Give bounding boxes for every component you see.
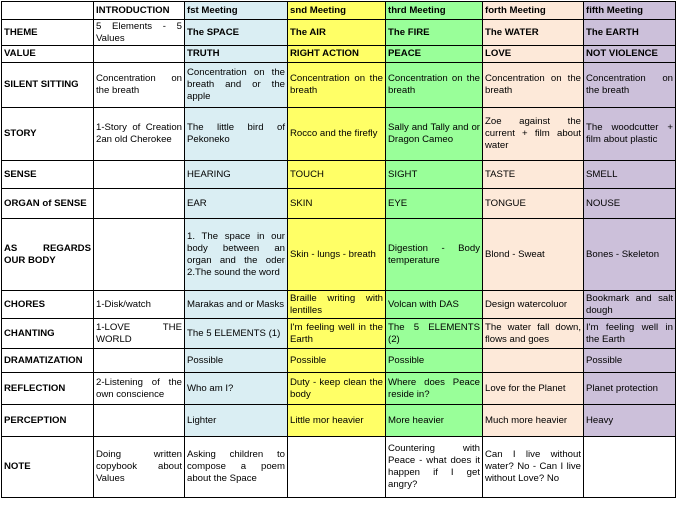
story-intro-cell[interactable]: 1-Story of Creation 2an old Cherokee bbox=[94, 108, 185, 161]
organ-intro-cell[interactable] bbox=[94, 189, 185, 219]
row-organ-of-sense bbox=[2, 189, 676, 219]
row-perception bbox=[2, 405, 676, 437]
header-meeting-1[interactable]: fst Meeting bbox=[185, 2, 288, 20]
perception-intro-cell[interactable] bbox=[94, 405, 185, 437]
value-meeting-1-cell[interactable]: TRUTH bbox=[185, 46, 288, 63]
sense-intro-cell[interactable] bbox=[94, 161, 185, 189]
drama-meeting-4-cell[interactable] bbox=[483, 349, 584, 373]
story-meeting-5-cell[interactable]: The woodcutter + film about plastic bbox=[584, 108, 676, 161]
row-silent-sitting bbox=[2, 63, 676, 108]
value-intro-cell[interactable] bbox=[94, 46, 185, 63]
row-story bbox=[2, 108, 676, 161]
row-theme bbox=[2, 20, 676, 46]
organ-meeting-5-cell[interactable]: NOUSE bbox=[584, 189, 676, 219]
row-as-regards-our-body bbox=[2, 219, 676, 291]
chores-meeting-4-cell[interactable]: Design watercoluor bbox=[483, 291, 584, 319]
lesson-plan-table bbox=[1, 1, 676, 498]
header-meeting-2[interactable]: snd Meeting bbox=[288, 2, 386, 20]
reflection-meeting-3-cell[interactable]: Where does Peace reside in? bbox=[386, 373, 483, 405]
value-meeting-2-cell[interactable]: RIGHT ACTION bbox=[288, 46, 386, 63]
reflection-meeting-2-cell[interactable]: Duty - keep clean the body bbox=[288, 373, 386, 405]
drama-meeting-3-cell[interactable]: Possible bbox=[386, 349, 483, 373]
silent-meeting-1-cell[interactable]: Concentration on the breath and or the apple bbox=[185, 63, 288, 108]
chanting-meeting-5-cell[interactable]: I'm feeling well in the Earth bbox=[584, 319, 676, 349]
theme-meeting-3-cell[interactable]: The FIRE bbox=[386, 20, 483, 46]
header-meeting-3[interactable]: thrd Meeting bbox=[386, 2, 483, 20]
note-meeting-5-cell[interactable] bbox=[584, 437, 676, 498]
value-meeting-5-cell[interactable]: NOT VIOLENCE bbox=[584, 46, 676, 63]
row-value bbox=[2, 46, 676, 63]
organ-meeting-1-cell[interactable]: EAR bbox=[185, 189, 288, 219]
sense-meeting-4-cell[interactable]: TASTE bbox=[483, 161, 584, 189]
chores-intro-cell[interactable]: 1-Disk/watch bbox=[94, 291, 185, 319]
theme-meeting-4-cell[interactable]: The WATER bbox=[483, 20, 584, 46]
story-meeting-3-cell[interactable]: Sally and Tally and or Dragon Cameo bbox=[386, 108, 483, 161]
reflection-meeting-1-cell[interactable]: Who am I? bbox=[185, 373, 288, 405]
theme-intro-cell[interactable]: 5 Elements - 5 Values bbox=[94, 20, 185, 46]
row-sense bbox=[2, 161, 676, 189]
body-meeting-1-cell[interactable]: 1. The space in our body between an organ and the oder 2.The sound the word bbox=[185, 219, 288, 291]
row-chores bbox=[2, 291, 676, 319]
perception-meeting-5-cell[interactable]: Heavy bbox=[584, 405, 676, 437]
perception-meeting-1-cell[interactable]: Lighter bbox=[185, 405, 288, 437]
row-label-dramatization[interactable]: DRAMATIZATION bbox=[2, 349, 94, 373]
row-label-chores[interactable]: CHORES bbox=[2, 291, 94, 319]
drama-meeting-2-cell[interactable]: Possible bbox=[288, 349, 386, 373]
row-label-note[interactable]: NOTE bbox=[2, 437, 94, 498]
body-meeting-4-cell[interactable]: Blond - Sweat bbox=[483, 219, 584, 291]
value-meeting-4-cell[interactable]: LOVE bbox=[483, 46, 584, 63]
silent-meeting-4-cell[interactable]: Concentration on the breath bbox=[483, 63, 584, 108]
row-label-chanting[interactable]: CHANTING bbox=[2, 319, 94, 349]
sense-meeting-5-cell[interactable]: SMELL bbox=[584, 161, 676, 189]
row-label-perception[interactable]: PERCEPTION bbox=[2, 405, 94, 437]
theme-meeting-2-cell[interactable]: The AIR bbox=[288, 20, 386, 46]
chanting-meeting-1-cell[interactable]: The 5 ELEMENTS (1) bbox=[185, 319, 288, 349]
sense-meeting-1-cell[interactable]: HEARING bbox=[185, 161, 288, 189]
chores-meeting-2-cell[interactable]: Braille writing with lentilles bbox=[288, 291, 386, 319]
row-label-sense[interactable]: SENSE bbox=[2, 161, 94, 189]
chores-meeting-5-cell[interactable]: Bookmark and salt dough bbox=[584, 291, 676, 319]
drama-intro-cell[interactable] bbox=[94, 349, 185, 373]
row-label-story[interactable]: STORY bbox=[2, 108, 94, 161]
row-label-theme[interactable]: THEME bbox=[2, 20, 94, 46]
sense-meeting-3-cell[interactable]: SIGHT bbox=[386, 161, 483, 189]
body-intro-cell[interactable] bbox=[94, 219, 185, 291]
row-label-value[interactable]: VALUE bbox=[2, 46, 94, 63]
chanting-intro-cell[interactable]: 1-LOVE THE WORLD bbox=[94, 319, 185, 349]
header-row bbox=[2, 2, 676, 20]
reflection-meeting-5-cell[interactable]: Planet protection bbox=[584, 373, 676, 405]
silent-meeting-5-cell[interactable]: Concentration on the breath bbox=[584, 63, 676, 108]
organ-meeting-2-cell[interactable]: SKIN bbox=[288, 189, 386, 219]
reflection-meeting-4-cell[interactable]: Love for the Planet bbox=[483, 373, 584, 405]
chanting-meeting-3-cell[interactable]: The 5 ELEMENTS (2) bbox=[386, 319, 483, 349]
body-meeting-3-cell[interactable]: Digestion - Body temperature bbox=[386, 219, 483, 291]
note-meeting-1-cell[interactable]: Asking children to compose a poem about the Space bbox=[185, 437, 288, 498]
row-label-organ-of-sense[interactable]: ORGAN of SENSE bbox=[2, 189, 94, 219]
header-introduction[interactable]: INTRODUCTION bbox=[94, 2, 185, 20]
organ-meeting-4-cell[interactable]: TONGUE bbox=[483, 189, 584, 219]
theme-meeting-1-cell[interactable]: The SPACE bbox=[185, 20, 288, 46]
reflection-intro-cell[interactable]: 2-Listening of the own conscience bbox=[94, 373, 185, 405]
row-chanting bbox=[2, 319, 676, 349]
row-label-reflection[interactable]: REFLECTION bbox=[2, 373, 94, 405]
silent-meeting-3-cell[interactable]: Concentration on the breath bbox=[386, 63, 483, 108]
note-meeting-2-cell[interactable] bbox=[288, 437, 386, 498]
note-intro-cell[interactable]: Doing written copybook about Values bbox=[94, 437, 185, 498]
note-meeting-3-cell[interactable]: Countering with Peace - what does it happen if I get angry? bbox=[386, 437, 483, 498]
theme-meeting-5-cell[interactable]: The EARTH bbox=[584, 20, 676, 46]
row-dramatization bbox=[2, 349, 676, 373]
note-meeting-4-cell[interactable]: Can I live without water? No - Can I live without Love? No bbox=[483, 437, 584, 498]
silent-intro-cell[interactable]: Concentration on the breath bbox=[94, 63, 185, 108]
row-label-as-regards-our-body[interactable]: AS REGARDS OUR BODY bbox=[2, 219, 94, 291]
value-meeting-3-cell[interactable]: PEACE bbox=[386, 46, 483, 63]
sense-meeting-2-cell[interactable]: TOUCH bbox=[288, 161, 386, 189]
story-meeting-4-cell[interactable]: Zoe against the current + film about water bbox=[483, 108, 584, 161]
header-meeting-4[interactable]: forth Meeting bbox=[483, 2, 584, 20]
body-meeting-5-cell[interactable]: Bones - Skeleton bbox=[584, 219, 676, 291]
header-blank-cell[interactable] bbox=[2, 2, 94, 20]
perception-meeting-2-cell[interactable]: Little mor heavier bbox=[288, 405, 386, 437]
chores-meeting-3-cell[interactable]: Volcan with DAS bbox=[386, 291, 483, 319]
story-meeting-1-cell[interactable]: The little bird of Pekoneko bbox=[185, 108, 288, 161]
drama-meeting-5-cell[interactable]: Possible bbox=[584, 349, 676, 373]
body-meeting-2-cell[interactable]: Skin - lungs - breath bbox=[288, 219, 386, 291]
silent-meeting-2-cell[interactable]: Concentration on the breath bbox=[288, 63, 386, 108]
row-label-silent-sitting[interactable]: SILENT SITTING bbox=[2, 63, 94, 108]
story-meeting-2-cell[interactable]: Rocco and the firefly bbox=[288, 108, 386, 161]
drama-meeting-1-cell[interactable]: Possible bbox=[185, 349, 288, 373]
organ-meeting-3-cell[interactable]: EYE bbox=[386, 189, 483, 219]
chores-meeting-1-cell[interactable]: Marakas and or Masks bbox=[185, 291, 288, 319]
chanting-meeting-2-cell[interactable]: I'm feeling well in the Earth bbox=[288, 319, 386, 349]
perception-meeting-4-cell[interactable]: Much more heavier bbox=[483, 405, 584, 437]
row-reflection bbox=[2, 373, 676, 405]
chanting-meeting-4-cell[interactable]: The water fall down, flows and goes bbox=[483, 319, 584, 349]
perception-meeting-3-cell[interactable]: More heavier bbox=[386, 405, 483, 437]
header-meeting-5[interactable]: fifth Meeting bbox=[584, 2, 676, 20]
row-note bbox=[2, 437, 676, 498]
